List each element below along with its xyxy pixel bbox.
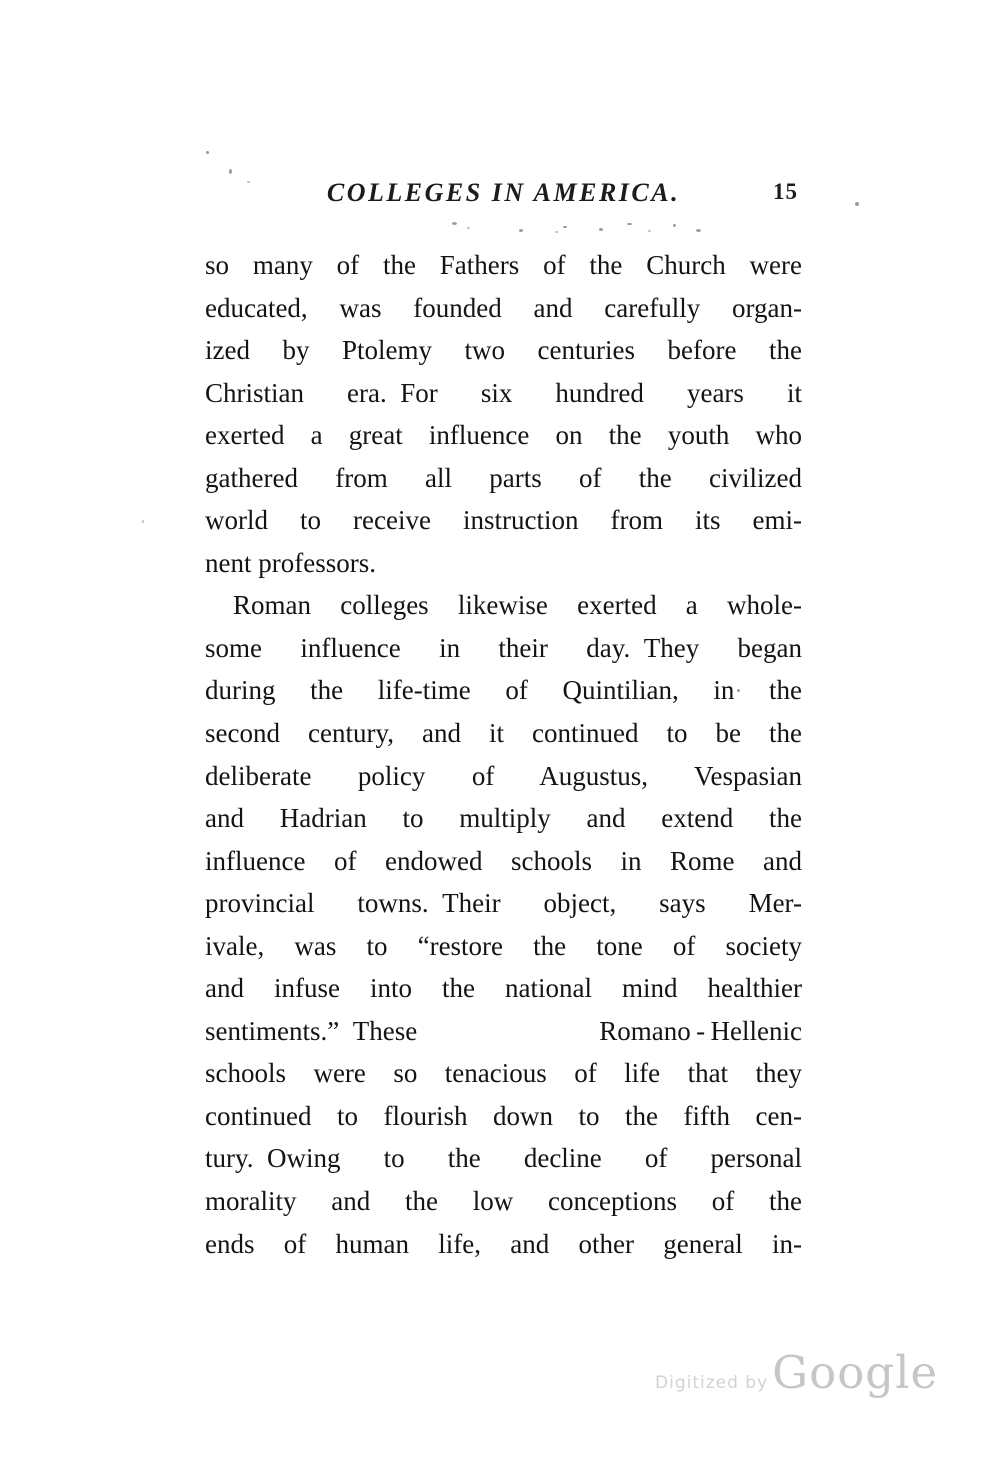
text-line: morality and the low conceptions of the: [205, 1186, 802, 1217]
text-line: gathered from all parts of the civilized: [205, 462, 802, 493]
text-line: nent professors.: [205, 547, 376, 578]
body-text: [205, 244, 802, 1265]
text-line: tury. Owing to the decline of personal: [205, 1143, 802, 1174]
scan-artifact: [229, 169, 232, 174]
page-header: [205, 178, 802, 212]
watermark-brand: Google: [772, 1346, 939, 1399]
running-title: COLLEGES IN AMERICA.: [326, 178, 681, 207]
scan-artifact: [142, 520, 144, 523]
scan-artifact: [855, 202, 859, 206]
text-line: ivale, was to “restore the tone of society: [205, 930, 802, 961]
text-line: Roman colleges likewise exerted a whole-: [233, 590, 802, 621]
page-number: 15: [773, 179, 798, 204]
scan-artifact: [627, 223, 632, 225]
text-line: continued to flourish down to the fifth cen-: [205, 1100, 802, 1131]
scan-artifact: [247, 181, 250, 183]
text-line: deliberate policy of Augustus, Vespasian: [205, 760, 802, 791]
text-line: sentiments.” These Romano - Hellenic: [205, 1015, 802, 1046]
text-line: during the life-time of Quintilian, in the: [205, 675, 802, 706]
scan-artifact: [648, 230, 651, 232]
text-line: exerted a great influence on the youth who: [205, 420, 802, 451]
text-line: and infuse into the national mind healthier: [205, 973, 802, 1004]
text-line: some influence in their day. They began: [205, 632, 802, 663]
text-line: second century, and it continued to be the: [205, 718, 802, 749]
text-line: ends of human life, and other general in-: [205, 1228, 802, 1259]
scan-artifact: [467, 227, 470, 229]
text-line: and Hadrian to multiply and extend the: [205, 803, 802, 834]
text-line: influence of endowed schools in Rome and: [205, 845, 802, 876]
scan-artifact: [555, 231, 558, 233]
scan-artifact: [563, 226, 567, 228]
paragraph: [205, 584, 802, 1265]
text-line: so many of the Fathers of the Church were: [205, 250, 802, 280]
scan-artifact: [519, 229, 523, 232]
text-line: ized by Ptolemy two centuries before the: [205, 335, 802, 366]
text-line: Christian era. For six hundred years it: [205, 377, 802, 408]
text-line: provincial towns. Their object, says Mer-: [205, 888, 802, 919]
google-watermark: [655, 1346, 955, 1399]
scan-artifact: [452, 222, 457, 225]
scan-artifact: [206, 151, 209, 154]
scan-artifact: [696, 229, 701, 232]
text-line: world to receive instruction from its emi-: [205, 505, 802, 536]
text-line: schools were so tenacious of life that they: [205, 1058, 802, 1089]
paragraph: [205, 244, 802, 584]
text-line: educated, was founded and carefully organ-: [205, 292, 802, 323]
watermark-prefix: Digitized by: [655, 1373, 769, 1393]
scan-artifact: [599, 228, 603, 231]
scan-artifact: [673, 224, 676, 227]
